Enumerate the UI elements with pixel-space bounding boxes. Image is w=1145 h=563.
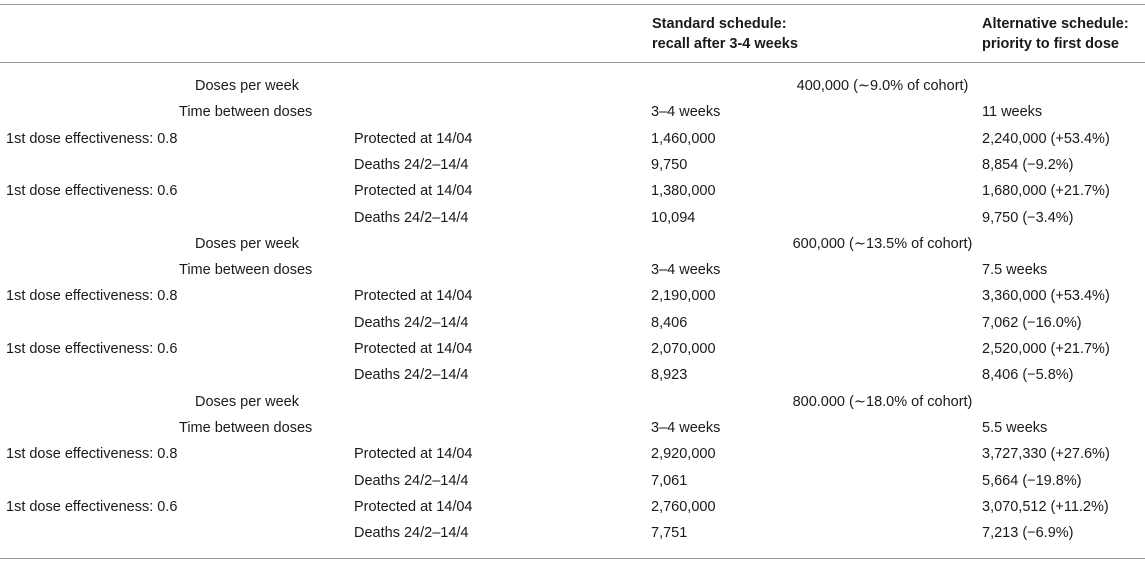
alternative-value: 7,213 (−6.9%) — [982, 525, 1074, 542]
standard-value: 7,061 — [651, 472, 688, 489]
table-row — [0, 469, 1145, 495]
time-between-doses-label: Time between doses — [179, 419, 313, 436]
metric-label: Protected at 14/04 — [354, 130, 473, 147]
doses-per-week-value: 600,000 (∼13.5% of cohort) — [792, 235, 973, 252]
alternative-value: 3,360,000 (+53.4%) — [982, 288, 1110, 305]
time-between-doses-label: Time between doses — [179, 104, 313, 121]
table-row — [0, 206, 1145, 232]
table-row — [0, 179, 1145, 205]
dose-effectiveness-label: 1st dose effectiveness: 0.6 — [6, 183, 178, 200]
alternative-value: 5.5 weeks — [982, 419, 1048, 436]
standard-value: 9,750 — [651, 156, 688, 173]
alternative-value: 1,680,000 (+21.7%) — [982, 183, 1110, 200]
alternative-value: 7,062 (−16.0%) — [982, 314, 1082, 331]
doses-per-week-value: 800.000 (∼18.0% of cohort) — [792, 393, 973, 410]
table-row — [0, 100, 1145, 126]
metric-label: Deaths 24/2–14/4 — [354, 156, 469, 173]
dose-effectiveness-label: 1st dose effectiveness: 0.6 — [6, 341, 178, 357]
table-top-rule — [0, 4, 1145, 5]
header-alternative-line1: Alternative schedule: — [982, 16, 1129, 32]
alternative-value: 5,664 (−19.8%) — [982, 472, 1082, 489]
table-row — [0, 232, 1145, 258]
standard-value: 2,920,000 — [651, 446, 716, 463]
alternative-value: 3,727,330 (+27.6%) — [982, 446, 1110, 463]
metric-label: Deaths 24/2–14/4 — [354, 525, 469, 542]
table-row — [0, 390, 1145, 416]
alternative-value: 2,240,000 (+53.4%) — [982, 130, 1110, 147]
table-row — [0, 521, 1145, 547]
header-rule — [0, 62, 1145, 63]
standard-value: 8,406 — [651, 314, 688, 331]
table-row — [0, 442, 1145, 468]
table-row — [0, 284, 1145, 310]
metric-label: Protected at 14/04 — [354, 446, 473, 463]
standard-value: 3–4 weeks — [651, 262, 721, 279]
alternative-value: 2,520,000 (+21.7%) — [982, 341, 1110, 357]
standard-value: 3–4 weeks — [651, 419, 721, 436]
table-row — [0, 337, 1145, 363]
dose-effectiveness-label: 1st dose effectiveness: 0.6 — [6, 498, 178, 515]
doses-per-week-label: Doses per week — [195, 393, 299, 410]
doses-per-week-label: Doses per week — [195, 78, 299, 94]
standard-value: 7,751 — [651, 525, 688, 542]
standard-value: 10,094 — [651, 209, 696, 226]
metric-label: Protected at 14/04 — [354, 183, 473, 200]
metric-label: Deaths 24/2–14/4 — [354, 314, 469, 331]
standard-value: 8,923 — [651, 367, 688, 384]
header-standard-line1: Standard schedule: — [652, 16, 787, 32]
header-alternative-line2: priority to first dose — [982, 36, 1119, 52]
time-between-doses-label: Time between doses — [179, 262, 313, 279]
table-row — [0, 258, 1145, 284]
alternative-value: 3,070,512 (+11.2%) — [982, 498, 1109, 515]
alternative-value: 8,854 (−9.2%) — [982, 156, 1074, 173]
metric-label: Deaths 24/2–14/4 — [354, 209, 469, 226]
metric-label: Deaths 24/2–14/4 — [354, 472, 469, 489]
table-row — [0, 127, 1145, 153]
alternative-value: 11 weeks — [982, 104, 1043, 121]
header-standard-schedule — [652, 14, 798, 54]
standard-value: 2,190,000 — [651, 288, 716, 305]
standard-value: 1,380,000 — [651, 183, 716, 200]
dose-effectiveness-label: 1st dose effectiveness: 0.8 — [6, 446, 178, 463]
table-row — [0, 363, 1145, 389]
alternative-value: 9,750 (−3.4%) — [982, 209, 1074, 226]
metric-label: Protected at 14/04 — [354, 498, 473, 515]
dose-effectiveness-label: 1st dose effectiveness: 0.8 — [6, 130, 178, 147]
standard-value: 2,070,000 — [651, 341, 716, 357]
metric-label: Deaths 24/2–14/4 — [354, 367, 469, 384]
table-bottom-rule — [0, 558, 1145, 559]
table-row — [0, 153, 1145, 179]
standard-value: 3–4 weeks — [651, 104, 721, 121]
table-row — [0, 495, 1145, 521]
dose-effectiveness-label: 1st dose effectiveness: 0.8 — [6, 288, 178, 305]
header-standard-line2: recall after 3-4 weeks — [652, 36, 798, 52]
standard-value: 2,760,000 — [651, 498, 716, 515]
metric-label: Protected at 14/04 — [354, 341, 473, 357]
doses-per-week-label: Doses per week — [195, 235, 299, 252]
header-alternative-schedule — [982, 14, 1129, 54]
alternative-value: 7.5 weeks — [982, 262, 1048, 279]
alternative-value: 8,406 (−5.8%) — [982, 367, 1074, 384]
standard-value: 1,460,000 — [651, 130, 716, 147]
table-row — [0, 311, 1145, 337]
table-row — [0, 416, 1145, 442]
doses-per-week-value: 400,000 (∼9.0% of cohort) — [796, 78, 969, 94]
table-row — [0, 74, 1145, 100]
metric-label: Protected at 14/04 — [354, 288, 473, 305]
